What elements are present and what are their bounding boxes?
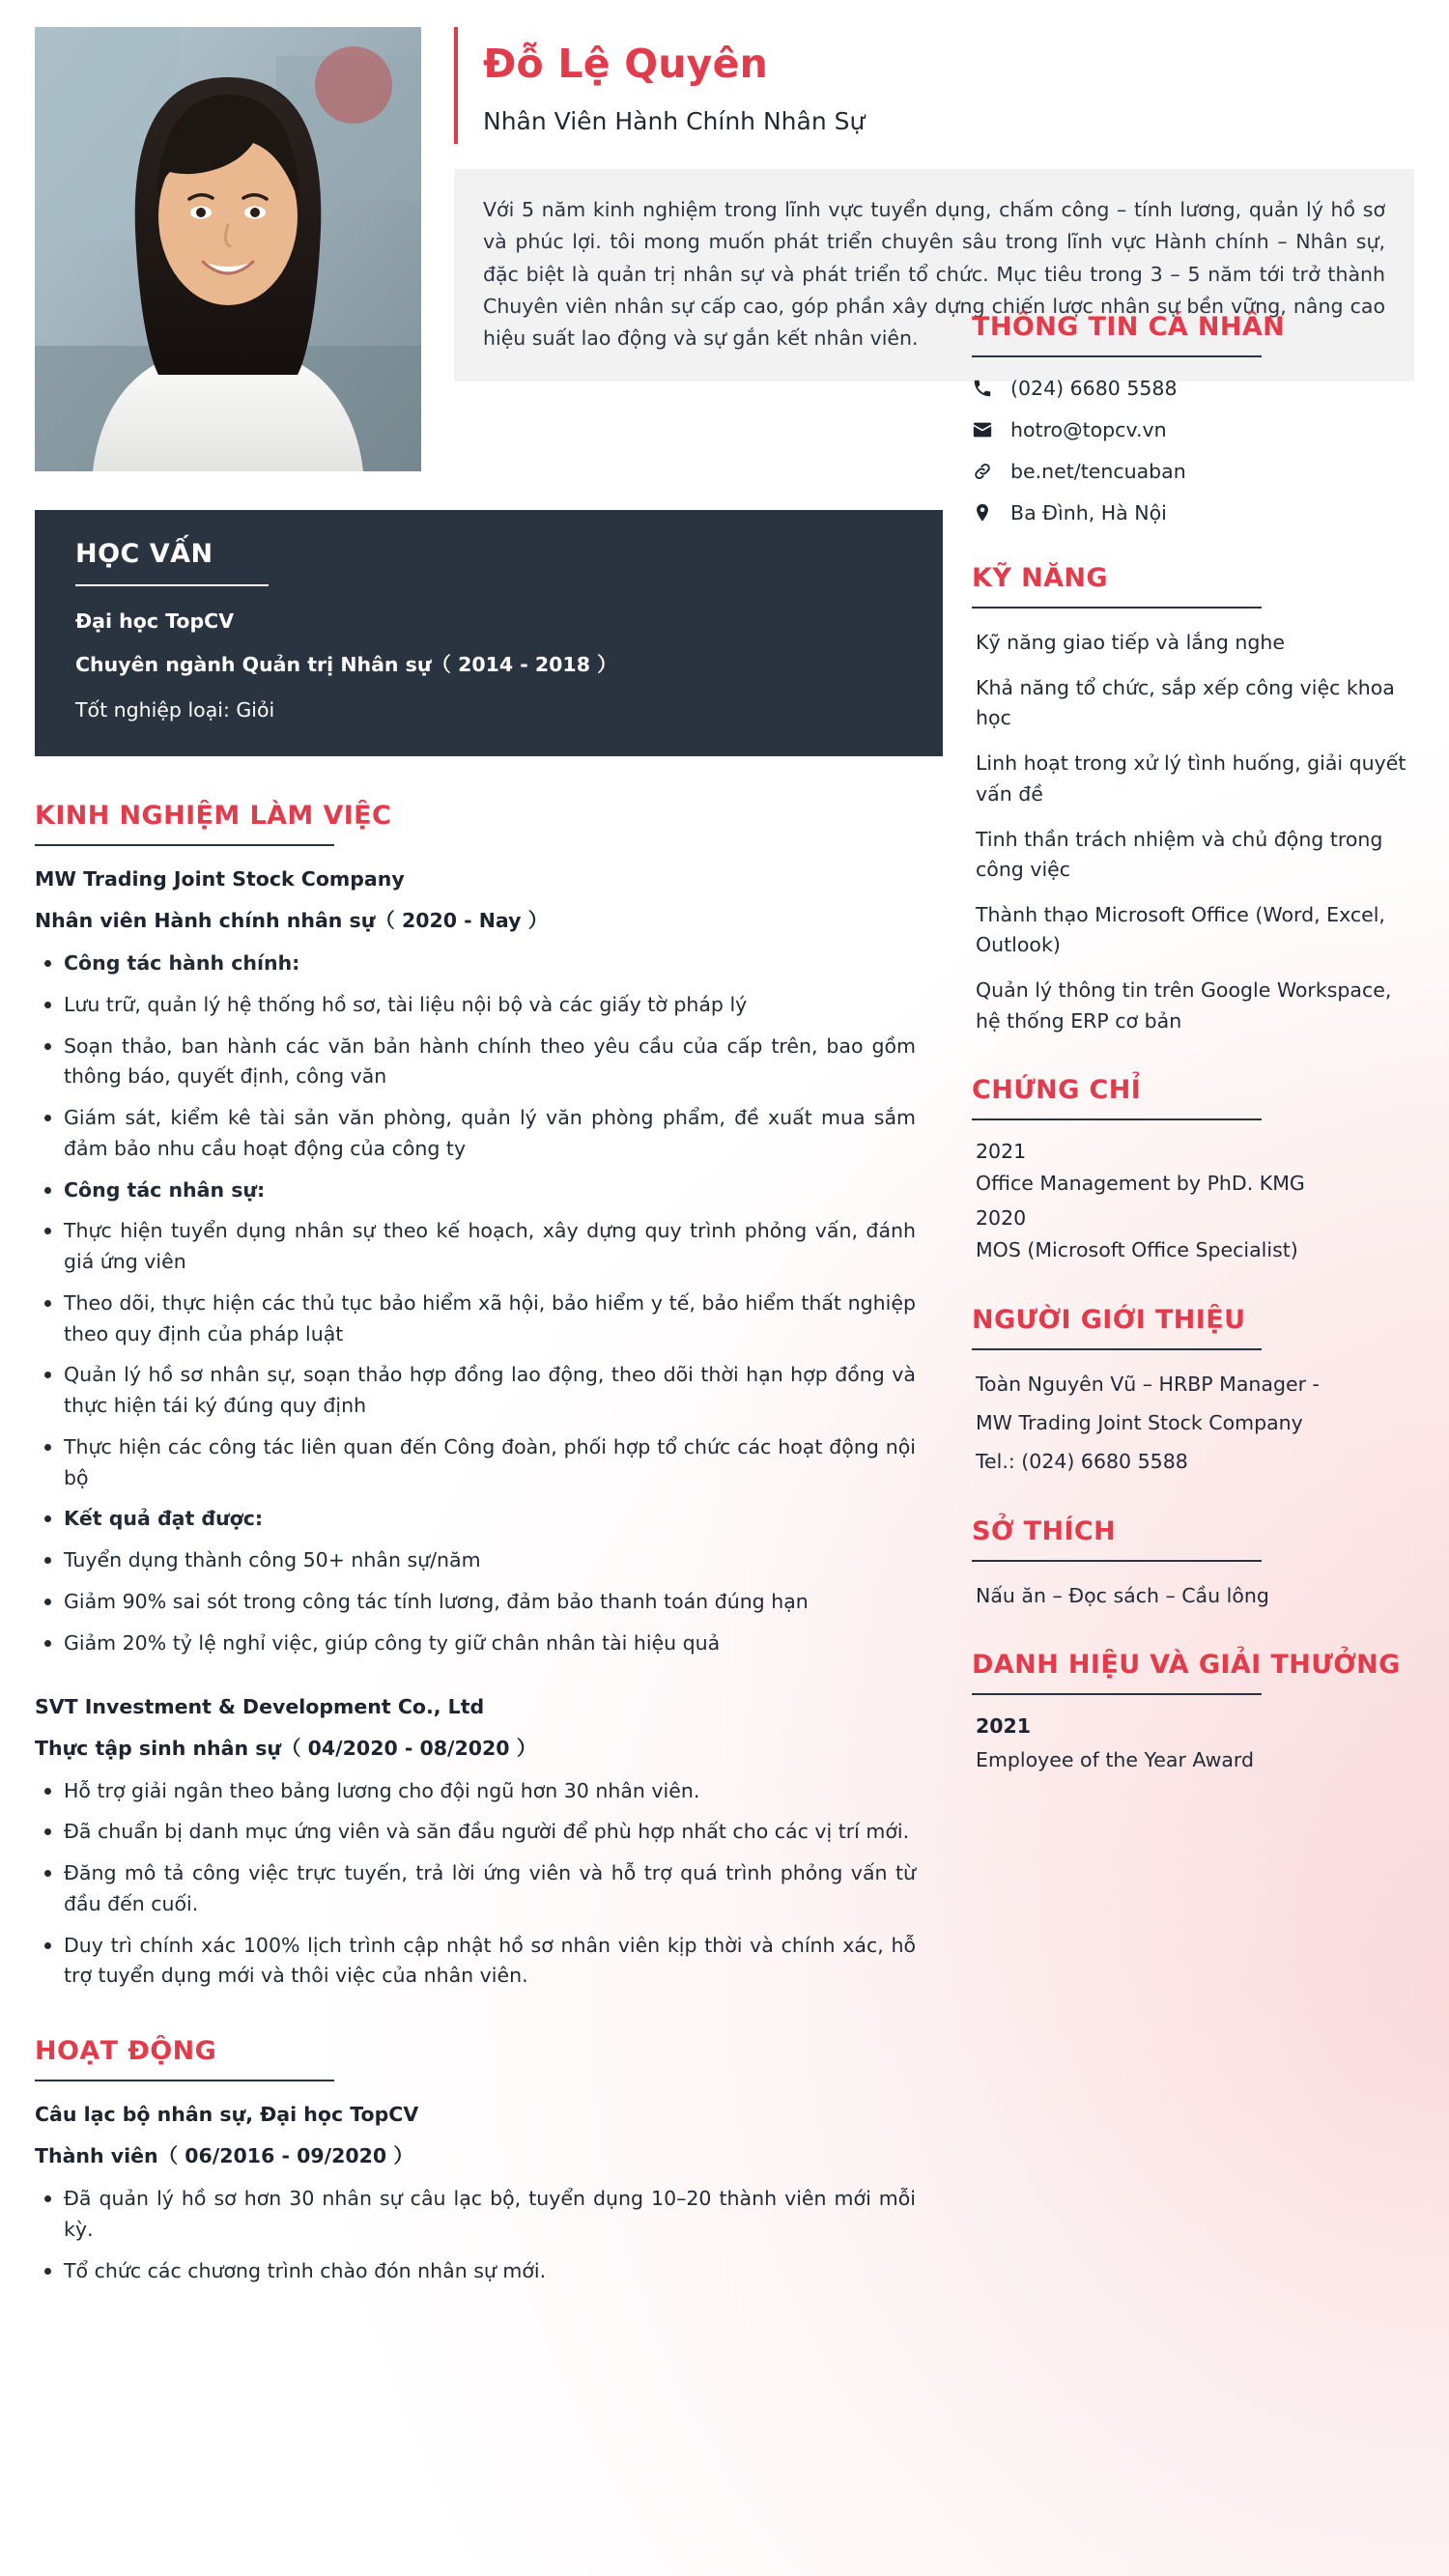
awards-title: DANH HIỆU VÀ GIẢI THƯỞNG xyxy=(972,1650,1401,1681)
list-item: Công tác hành chính: xyxy=(35,948,916,979)
education-grade: Tốt nghiệp loại: Giỏi xyxy=(75,698,275,722)
list-item: Tổ chức các chương trình chào đón nhân sự mới. xyxy=(35,2256,916,2287)
certificate-name: MOS (Microsoft Office Specialist) xyxy=(976,1238,1298,1262)
hobbies-divider xyxy=(972,1560,1262,1562)
list-item: Hỗ trợ giải ngân theo bảng lương cho đội ngũ hơn 30 nhân viên. xyxy=(35,1776,916,1807)
skill-item: Tinh thần trách nhiệm và chủ động trong công việc xyxy=(976,827,1383,881)
certificates-divider xyxy=(972,1118,1262,1120)
job-role: Thực tập sinh nhân sự（ 04/2020 - 08/2020 ） xyxy=(35,1736,537,1760)
contact-phone[interactable] xyxy=(972,377,1414,400)
experience-section xyxy=(35,801,916,1992)
activities-title: HOẠT ĐỘNG xyxy=(35,2036,217,2067)
spacer xyxy=(35,1670,916,1695)
list-item: Đã quản lý hồ sơ hơn 30 nhân sự câu lạc bộ, tuyển dụng 10–20 thành viên mới mỗi kỳ. xyxy=(35,2184,916,2246)
avatar xyxy=(35,27,421,471)
job-role: Nhân viên Hành chính nhân sự（ 2020 - Nay ） xyxy=(35,909,549,932)
reference-line: Toàn Nguyên Vũ – HRBP Manager - xyxy=(976,1373,1320,1397)
reference-section xyxy=(972,1305,1414,1477)
contact-email[interactable] xyxy=(972,418,1414,441)
activity-role: Thành viên（ 06/2016 - 09/2020 ） xyxy=(35,2144,413,2168)
education-divider xyxy=(75,584,269,586)
personal-info-section xyxy=(972,312,1414,524)
hobbies-title: SỞ THÍCH xyxy=(972,1515,1117,1546)
award-year: 2021 xyxy=(976,1714,1032,1739)
awards-divider xyxy=(972,1693,1262,1695)
career-objective: Với 5 năm kinh nghiệm trong lĩnh vực tuyển dụng, chấm công – tính lương, quản lý hồ sơ và phúc lợi. tôi mong muốn phát triển chuyên sâu trong lĩnh vực Hành chính – Nhân sự, đặc biệt là quản trị nhân sự và phát triển tổ chức. Mục tiêu trong 3 – 5 năm tới trở thành Chuyên viên nhân sự cấp cao, góp phần xây dựng chiến lược nhân sự bền vững, nâng cao hiệu suất lao động và sự gắn kết nhân viên. xyxy=(454,169,1414,382)
left-column xyxy=(35,756,943,2297)
job-company: SVT Investment & Development Co., Ltd xyxy=(35,1694,485,1718)
list-item: Giảm 90% sai sót trong công tác tính lương, đảm bảo thanh toán đúng hạn xyxy=(35,1587,916,1618)
page-title: Đỗ Lệ Quyên xyxy=(483,41,768,87)
education-title: HỌC VẤN xyxy=(75,539,213,569)
experience-job xyxy=(35,1695,916,1993)
skill-item: Kỹ năng giao tiếp và lắng nghe xyxy=(976,631,1285,654)
right-column xyxy=(943,312,1414,1815)
reference-divider xyxy=(972,1348,1262,1350)
job-duty-list xyxy=(35,1776,916,1993)
contact-link[interactable] xyxy=(972,460,1414,483)
name-block xyxy=(454,27,1414,144)
job-title: Nhân Viên Hành Chính Nhân Sự xyxy=(483,107,866,136)
hobbies-section xyxy=(972,1516,1414,1612)
reference-line: Tel.: (024) 6680 5588 xyxy=(976,1449,1188,1473)
list-item: Đã chuẩn bị danh mục ứng viên và săn đầu người để phù hợp nhất cho các vị trí mới. xyxy=(35,1817,916,1848)
location-pin-icon xyxy=(972,502,1005,524)
activity-list xyxy=(35,2184,916,2286)
list-item: Lưu trữ, quản lý hệ thống hồ sơ, tài liệu nội bộ và các giấy tờ pháp lý xyxy=(35,990,916,1021)
experience-job xyxy=(35,867,916,1659)
list-item: Tuyển dụng thành công 50+ nhân sự/năm xyxy=(35,1545,916,1576)
list-item: Giám sát, kiểm kê tài sản văn phòng, quản lý văn phòng phẩm, đề xuất mua sắm đảm bảo nhu cầu hoạt động của công ty xyxy=(35,1103,916,1165)
list-item: Soạn thảo, ban hành các văn bản hành chính theo yêu cầu của cấp trên, bao gồm thông báo, quyết định, công văn xyxy=(35,1032,916,1093)
awards-section xyxy=(972,1650,1414,1776)
job-company: MW Trading Joint Stock Company xyxy=(35,867,405,891)
contact-email-value: hotro@topcv.vn xyxy=(1010,418,1167,441)
list-item: Công tác nhân sự: xyxy=(35,1175,916,1206)
award-name: Employee of the Year Award xyxy=(976,1748,1255,1772)
skills-title: KỸ NĂNG xyxy=(972,563,1108,593)
skills-divider xyxy=(972,607,1262,609)
list-item: Quản lý hồ sơ nhân sự, soạn thảo hợp đồng lao động, theo dõi thời hạn hợp đồng và thực hiện tái ký đúng quy định xyxy=(35,1360,916,1422)
certificate-year: 2020 xyxy=(976,1206,1027,1231)
education-major: Chuyên ngành Quản trị Nhân sự（ 2014 - 2018 ） xyxy=(75,653,617,676)
skill-item: Thành thạo Microsoft Office (Word, Excel, Outlook) xyxy=(976,903,1385,957)
link-icon xyxy=(972,461,1005,482)
phone-icon xyxy=(972,378,1005,399)
activities-section xyxy=(35,2036,916,2286)
certificate-name: Office Management by PhD. KMG xyxy=(976,1171,1305,1195)
reference-title: NGƯỜI GIỚI THIỆU xyxy=(972,1305,1246,1336)
list-item: Theo dõi, thực hiện các thủ tục bảo hiểm xã hội, bảo hiểm y tế, bảo hiểm thất nghiệp theo quy định của pháp luật xyxy=(35,1288,916,1350)
experience-divider xyxy=(35,844,334,846)
hobbies-value: Nấu ăn – Đọc sách – Cầu lông xyxy=(976,1583,1269,1607)
reference-line: MW Trading Joint Stock Company xyxy=(976,1411,1303,1435)
list-item: Duy trì chính xác 100% lịch trình cập nhật hồ sơ nhân viên kịp thời và chính xác, hỗ trợ tuyển dụng mới và thôi việc của nhân viên. xyxy=(35,1931,916,1993)
contact-phone-value: (024) 6680 5588 xyxy=(1010,377,1178,400)
list-item: Kết quả đạt được: xyxy=(35,1504,916,1535)
certificate-year: 2021 xyxy=(976,1139,1027,1163)
education-section xyxy=(35,510,943,756)
activities-divider xyxy=(35,2080,334,2081)
certificates-section xyxy=(972,1075,1414,1267)
list-item: Thực hiện các công tác liên quan đến Công đoàn, phối hợp tổ chức các hoạt động nội bộ xyxy=(35,1432,916,1494)
personal-info-title: THÔNG TIN CÁ NHÂN xyxy=(972,312,1286,342)
contact-address-value: Ba Đình, Hà Nội xyxy=(1010,501,1167,524)
contact-link-value: be.net/tencuaban xyxy=(1010,460,1186,483)
list-item: Đăng mô tả công việc trực tuyến, trả lời ứng viên và hỗ trợ quá trình phỏng vấn từ đầu đến cuối. xyxy=(35,1858,916,1920)
activity-org: Câu lạc bộ nhân sự, Đại học TopCV xyxy=(35,2103,419,2127)
education-school: Đại học TopCV xyxy=(75,609,235,633)
personal-info-divider xyxy=(972,355,1262,357)
skill-item: Quản lý thông tin trên Google Workspace, hệ thống ERP cơ bản xyxy=(976,978,1392,1033)
experience-title: KINH NGHIỆM LÀM VIỆC xyxy=(35,801,392,831)
skill-item: Khả năng tổ chức, sắp xếp công việc khoa học xyxy=(976,676,1395,730)
skill-item: Linh hoạt trong xử lý tình huống, giải quyết vấn đề xyxy=(976,751,1406,806)
contact-address[interactable] xyxy=(972,501,1414,524)
certificates-title: CHỨNG CHỈ xyxy=(972,1074,1142,1105)
list-item: Giảm 20% tỷ lệ nghỉ việc, giúp công ty giữ chân nhân tài hiệu quả xyxy=(35,1628,916,1659)
list-item: Thực hiện tuyển dụng nhân sự theo kế hoạch, xây dựng quy trình phỏng vấn, đánh giá ứng viên xyxy=(35,1216,916,1278)
skills-section xyxy=(972,563,1414,1036)
email-icon xyxy=(972,419,1005,440)
job-duty-list xyxy=(35,948,916,1659)
